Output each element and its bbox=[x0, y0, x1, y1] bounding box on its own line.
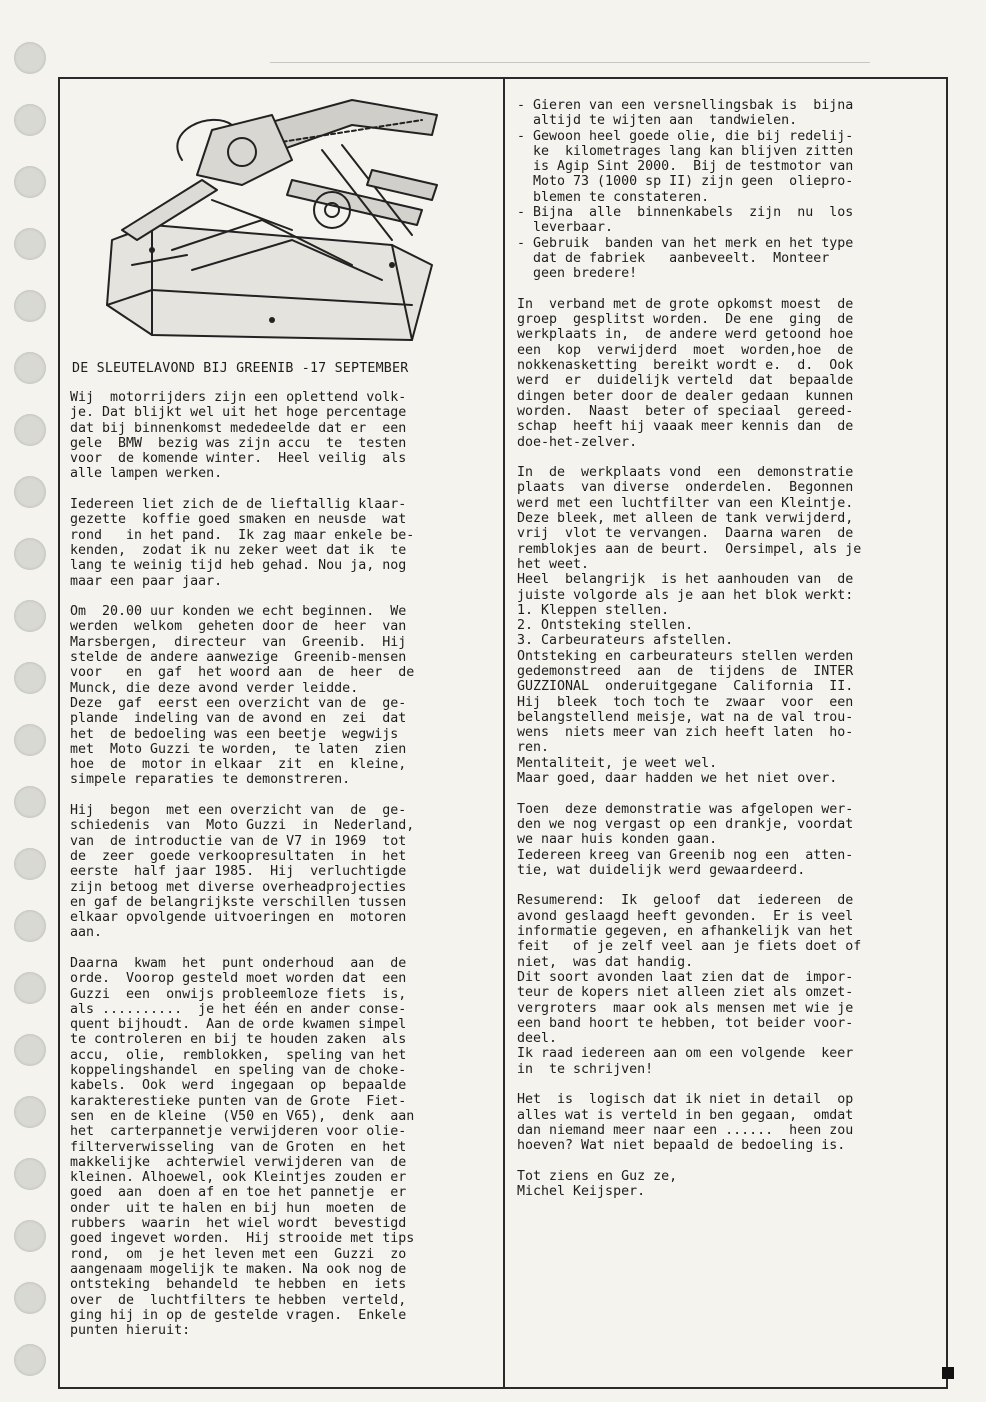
text-line: simpele reparaties te demonstreren. bbox=[70, 772, 351, 788]
text-line: in te schrijven! bbox=[517, 1061, 654, 1077]
text-line: werkplaats in, de andere werd getoond hoe bbox=[517, 327, 854, 343]
article-paragraph bbox=[517, 893, 941, 1077]
binder-hole bbox=[14, 104, 46, 136]
text-line: rond, om je het leven met een Guzzi zo bbox=[70, 1246, 407, 1262]
column-divider bbox=[503, 79, 505, 1387]
text-line: van de introductie van de V7 in 1969 tot bbox=[70, 833, 407, 849]
text-line: Mentaliteit, je weet wel. bbox=[517, 755, 718, 771]
binder-hole bbox=[14, 972, 46, 1004]
text-line: over de luchtfilters te hebben verteld, bbox=[70, 1292, 407, 1308]
text-line: dat bij binnenkomst mededeelde dat er een bbox=[70, 420, 407, 436]
text-line: kabels. Ook werd ingegaan op bepaalde bbox=[70, 1078, 407, 1094]
text-line: wens niets meer van zich heeft laten ho- bbox=[517, 725, 854, 741]
text-line: goed ingevet worden. Hij strooide met tips bbox=[70, 1231, 415, 1247]
text-line: rubbers waarin het wiel wordt bevestigd bbox=[70, 1216, 407, 1232]
text-line: karakterestieke punten van de Grote Fiet- bbox=[70, 1093, 407, 1109]
text-line: ontsteking behandeld te hebben en iets bbox=[70, 1277, 407, 1293]
text-line: alle lampen werken. bbox=[70, 466, 223, 482]
text-line: Dit soort avonden laat zien dat de impor- bbox=[517, 969, 854, 985]
binder-hole bbox=[14, 786, 46, 818]
text-line: Michel Keijsper. bbox=[517, 1184, 646, 1200]
binder-hole bbox=[14, 1282, 46, 1314]
text-line: groep gesplitst worden. De ene ging de bbox=[517, 312, 854, 328]
binder-hole bbox=[14, 1220, 46, 1252]
text-line: Iedereen liet zich de de lieftallig klaar- bbox=[70, 497, 407, 513]
text-line: te controleren en bij te houden zaken als bbox=[70, 1032, 407, 1048]
article-paragraph bbox=[517, 1092, 941, 1153]
text-line: het de bedoeling was een beetje wegwijs bbox=[70, 726, 399, 742]
text-line: nokkenasketting bereikt wordt e. d. Ook bbox=[517, 358, 854, 374]
article-paragraph bbox=[70, 390, 496, 482]
text-line: ging hij in op de gestelde vragen. Enkele bbox=[70, 1307, 407, 1323]
text-line: we naar huis konden gaan. bbox=[517, 832, 718, 848]
article-paragraph bbox=[517, 802, 941, 878]
binder-hole bbox=[14, 1158, 46, 1190]
text-line: tie, wat duidelijk werd gewaardeerd. bbox=[517, 862, 806, 878]
text-line: eerste half jaar 1985. Hij verluchtigde bbox=[70, 864, 407, 880]
binder-hole bbox=[14, 724, 46, 756]
text-line: gele BMW bezig was zijn accu te testen bbox=[70, 435, 407, 451]
text-line: - Bijna alle binnenkabels zijn nu los bbox=[517, 205, 854, 221]
text-line: dingen beter door de dealer gedaan kunnen bbox=[517, 388, 854, 404]
binder-hole bbox=[14, 662, 46, 694]
text-line: aan. bbox=[70, 925, 103, 941]
text-line: worden. Naast beter of speciaal gereed- bbox=[517, 403, 854, 419]
text-line: vergroters maar ook als mensen met wie je bbox=[517, 1000, 854, 1016]
text-line: Munck, die deze avond verder leidde. bbox=[70, 680, 359, 696]
text-line: het weet. bbox=[517, 556, 590, 572]
binder-hole bbox=[14, 414, 46, 446]
text-line: plande indeling van de avond en zei dat bbox=[70, 711, 407, 727]
text-line: goed aan doen af en toe het pannetje er bbox=[70, 1185, 407, 1201]
binder-hole bbox=[14, 910, 46, 942]
text-line: aangenaam mogelijk te maken. Na ook nog de bbox=[70, 1261, 407, 1277]
binder-hole bbox=[14, 848, 46, 880]
article-paragraph bbox=[517, 465, 941, 786]
binder-hole bbox=[14, 228, 46, 260]
text-line: punten hieruit: bbox=[70, 1323, 191, 1339]
binder-hole bbox=[14, 42, 46, 74]
binder-hole bbox=[14, 290, 46, 322]
article-paragraph bbox=[70, 803, 496, 941]
text-line: als .......... je het één en ander conse- bbox=[70, 1001, 407, 1017]
article-paragraph bbox=[70, 604, 496, 788]
text-line: gezette koffie goed smaken en neusde wat bbox=[70, 512, 407, 528]
binder-hole bbox=[14, 1344, 46, 1376]
text-line: dan niemand meer naar een ...... heen zou bbox=[517, 1122, 854, 1138]
text-line: je. Dat blijkt wel uit het hoge percentage bbox=[70, 405, 407, 421]
text-line: 3. Carbeurateurs afstellen. bbox=[517, 633, 734, 649]
text-line: Ontsteking en carbeurateurs stellen werden bbox=[517, 648, 854, 664]
text-line: GUZZIONAL onderuitgegane California II. bbox=[517, 679, 854, 695]
text-line: blemen te constateren. bbox=[517, 189, 710, 205]
text-line: de zeer goede verkoopresultaten in het bbox=[70, 848, 407, 864]
text-line: Marsbergen, directeur van Greenib. Hij bbox=[70, 634, 407, 650]
text-line: schiedenis van Moto Guzzi in Nederland, bbox=[70, 818, 415, 834]
article-heading: DE SLEUTELAVOND BIJ GREENIB -17 SEPTEMBER bbox=[72, 361, 409, 376]
article-paragraph bbox=[517, 98, 941, 282]
bleed-through-line bbox=[270, 62, 870, 63]
binder-hole bbox=[14, 1034, 46, 1066]
text-line: Toen deze demonstratie was afgelopen wer- bbox=[517, 801, 854, 817]
text-line: doe-het-zelver. bbox=[517, 434, 638, 450]
text-line: filterverwisseling van de Groten en het bbox=[70, 1139, 407, 1155]
text-line: avond geslaagd heeft gevonden. Er is veel bbox=[517, 908, 854, 924]
text-line: werd met een luchtfilter van een Kleintje. bbox=[517, 495, 854, 511]
text-line: Tot ziens en Guz ze, bbox=[517, 1168, 678, 1184]
text-line: kleinen. Alhoewel, ook Kleintjes zouden er bbox=[70, 1170, 407, 1186]
article-paragraph bbox=[517, 297, 941, 450]
text-line: belangstellend meisje, wat na de val trou- bbox=[517, 709, 854, 725]
right-column bbox=[517, 98, 941, 1215]
text-line: koppelingshandel en speling van de choke- bbox=[70, 1063, 407, 1079]
text-line: geen bredere! bbox=[517, 266, 638, 282]
text-line: remblokjes aan de beurt. Oersimpel, als je bbox=[517, 541, 862, 557]
article-paragraph bbox=[70, 497, 496, 589]
text-line: maar een paar jaar. bbox=[70, 573, 223, 589]
text-line: hoe de motor in elkaar zit en kleine, bbox=[70, 757, 407, 773]
article-paragraph bbox=[70, 956, 496, 1338]
text-line: Heel belangrijk is het aanhouden van de bbox=[517, 572, 854, 588]
text-line: Ik raad iedereen aan om een volgende keer bbox=[517, 1046, 854, 1062]
text-line: - Gieren van een versnellingsbak is bijna bbox=[517, 98, 854, 113]
text-line: is Agip Sint 2000. Bij de testmotor van bbox=[517, 159, 854, 175]
text-line: - Gebruik banden van het merk en het type bbox=[517, 235, 854, 251]
text-line: altijd te wijten aan tandwielen. bbox=[517, 113, 798, 129]
binder-hole bbox=[14, 166, 46, 198]
text-line: orde. Voorop gesteld moet worden dat een bbox=[70, 971, 407, 987]
binder-hole bbox=[14, 1096, 46, 1128]
text-line: Resumerend: Ik geloof dat iedereen de bbox=[517, 893, 854, 909]
text-line: vrij vlot te vervangen. Daarna waren de bbox=[517, 526, 854, 542]
text-line: gedemonstreed aan de tijdens de INTER bbox=[517, 663, 854, 679]
end-of-article-mark bbox=[942, 1367, 954, 1379]
text-line: Deze bleek, met alleen de tank verwijderd, bbox=[517, 511, 854, 527]
text-line: Daarna kwam het punt onderhoud aan de bbox=[70, 955, 407, 971]
text-line: Het is logisch dat ik niet in detail op bbox=[517, 1092, 854, 1108]
text-line: voor de komende winter. Heel veilig als bbox=[70, 451, 407, 467]
text-line: juiste volgorde als je aan het blok werkt: bbox=[517, 587, 854, 603]
text-line: zijn betoog met diverse overheadprojecties bbox=[70, 879, 407, 895]
binder-hole bbox=[14, 476, 46, 508]
text-line: Hij begon met een overzicht van de ge- bbox=[70, 803, 407, 819]
article-paragraph bbox=[517, 1169, 941, 1200]
text-line: onder uit te halen en bij hun moeten de bbox=[70, 1200, 407, 1216]
text-line: informatie gegeven, en afhankelijk van het bbox=[517, 924, 854, 940]
left-column bbox=[70, 390, 496, 1354]
text-line: Maar goed, daar hadden we het niet over. bbox=[517, 771, 838, 787]
text-line: een band hoort te hebben, tot beider voor- bbox=[517, 1015, 854, 1031]
text-line: elkaar opvolgende uitvoeringen en motoren bbox=[70, 910, 407, 926]
text-line: Guzzi een onwijs probleemloze fiets is, bbox=[70, 986, 407, 1002]
text-line: Wij motorrijders zijn een oplettend volk- bbox=[70, 390, 407, 405]
text-line: rond in het pand. Ik zag maar enkele be- bbox=[70, 527, 415, 543]
text-line: - Gewoon heel goede olie, die bij redelij- bbox=[517, 128, 854, 144]
text-line: leverbaar. bbox=[517, 220, 614, 236]
text-line: Deze gaf eerst een overzicht van de ge- bbox=[70, 695, 407, 711]
text-line: en gaf de belangrijkste verschillen tussen bbox=[70, 894, 407, 910]
text-line: teur de kopers niet alleen ziet als omzet- bbox=[517, 985, 854, 1001]
binder-hole bbox=[14, 538, 46, 570]
text-line: ke kilometrages lang kan blijven zitten bbox=[517, 143, 854, 159]
text-line: den we nog vergast op een drankje, voordat bbox=[517, 816, 854, 832]
text-line: 1. Kleppen stellen. bbox=[517, 602, 670, 618]
text-line: Moto 73 (1000 sp II) zijn geen oliepro- bbox=[517, 174, 854, 190]
text-line: makkelijke achterwiel verwijderen van de bbox=[70, 1154, 407, 1170]
text-line: Om 20.00 uur konden we echt beginnen. We bbox=[70, 604, 407, 620]
text-line: kenden, zodat ik nu zeker weet dat ik te bbox=[70, 542, 407, 558]
text-line: het carterpannetje verwijderen voor olie- bbox=[70, 1124, 407, 1140]
text-line: lang te weinig tijd heb gehad. Nou ja, nog bbox=[70, 558, 407, 574]
text-line: Hij bleek toch toch te zwaar voor een bbox=[517, 694, 854, 710]
text-line: stelde de andere aanwezige Greenib-mensen bbox=[70, 650, 407, 666]
text-line: plaats van diverse onderdelen. Begonnen bbox=[517, 480, 854, 496]
binder-hole bbox=[14, 600, 46, 632]
text-line: werden welkom geheten door de heer van bbox=[70, 619, 407, 635]
text-line: met Moto Guzzi te worden, te laten zien bbox=[70, 741, 407, 757]
text-line: schap heeft hij vaaak meer kennis dan de bbox=[517, 419, 854, 435]
text-line: sen en de kleine (V50 en V65), denk aan bbox=[70, 1108, 415, 1124]
text-line: deel. bbox=[517, 1031, 558, 1047]
text-line: een kop verwijderd moet worden,hoe de bbox=[517, 342, 854, 358]
text-line: werd er duidelijk verteld dat bepaalde bbox=[517, 373, 854, 389]
text-line: feit of je zelf veel aan je fiets doet of bbox=[517, 939, 862, 955]
text-line: quent bijhoudt. Aan de orde kwamen simpel bbox=[70, 1017, 407, 1033]
text-line: ren. bbox=[517, 740, 550, 756]
text-line: accu, olie, remblokken, speling van het bbox=[70, 1047, 407, 1063]
text-line: voor en gaf het woord aan de heer de bbox=[70, 665, 415, 681]
text-line: alles wat is verteld in ben gegaan, omdat bbox=[517, 1107, 854, 1123]
binder-hole bbox=[14, 352, 46, 384]
text-line: In de werkplaats vond een demonstratie bbox=[517, 465, 854, 481]
text-line: niet, was dat handig. bbox=[517, 954, 694, 970]
text-line: dat de fabriek aanbeveelt. Monteer bbox=[517, 250, 830, 266]
text-line: 2. Ontsteking stellen. bbox=[517, 618, 694, 634]
text-line: hoeven? Wat niet bepaald de bedoeling is. bbox=[517, 1138, 846, 1154]
text-line: In verband met de grote opkomst moest de bbox=[517, 296, 854, 312]
toolbox-illustration bbox=[92, 90, 452, 350]
text-line: Iedereen kreeg van Greenib nog een atten- bbox=[517, 847, 854, 863]
